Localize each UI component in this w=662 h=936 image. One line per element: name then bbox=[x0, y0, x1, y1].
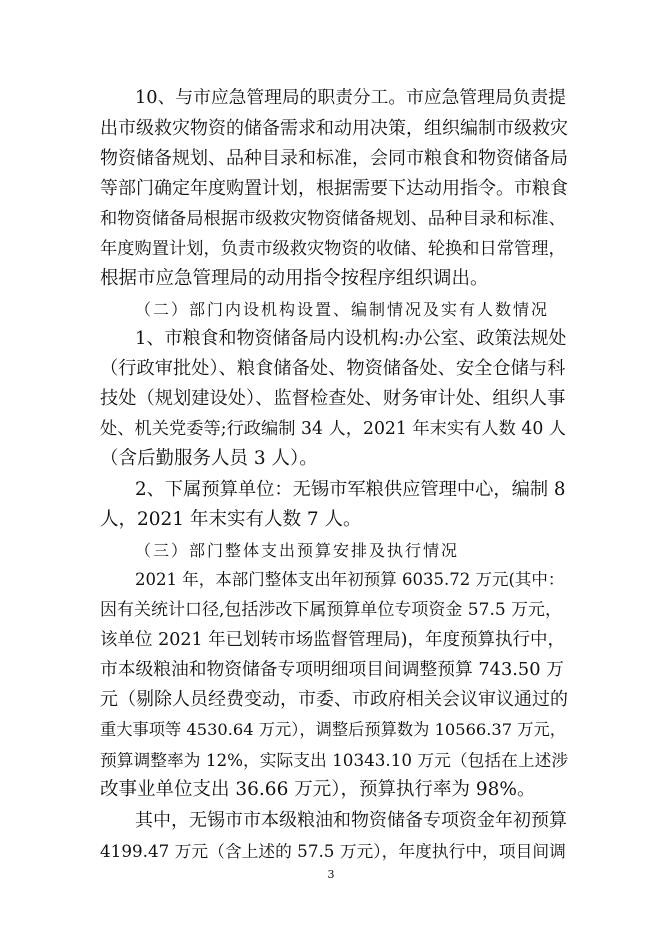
text-line: 根据市应急管理局的动用指令按程序组织调出。 bbox=[100, 268, 489, 289]
text-line: 物资储备规划、品种目录和标准，会同市粮食和物资储备局 bbox=[100, 148, 568, 169]
text-line: 出市级救灾物资的储备需求和动用决策，组织编制市级救灾 bbox=[100, 118, 568, 139]
text-line: 2、下属预算单位：无锡市军粮供应管理中心，编制 8 bbox=[135, 479, 566, 500]
text-line: 其中，无锡市市本级粮油和物资储备专项资金年初预算 bbox=[135, 810, 567, 831]
text-line: 改事业单位支出 36.66 万元），预算执行率为 98%。 bbox=[100, 779, 536, 800]
text-line: 技处（规划建设处）、监督检查处、财务审计处、组织人事 bbox=[100, 388, 566, 409]
text-line: 市本级粮油和物资储备专项明细项目间调整预算 743.50 万 bbox=[100, 660, 564, 680]
text-line: 1、市粮食和物资储备局内设机构:办公室、政策法规处 bbox=[135, 328, 567, 349]
text-line: 4199.47 万元（含上述的 57.5 万元），年度执行中，项目间调 bbox=[100, 841, 566, 861]
text-line: 处、机关党委等;行政编制 34 人，2021 年末实有人数 40 人 bbox=[100, 419, 567, 439]
page-number: 3 bbox=[327, 868, 335, 881]
text-line: 因有关统计口径,包括涉改下属预算单位专项资金 57.5 万元， bbox=[100, 600, 563, 620]
text-line: 预算调整率为 12%，实际支出 10343.10 万元（包括在上述涉 bbox=[100, 750, 569, 770]
text-line: 该单位 2021 年已划转市场监督管理局)，年度预算执行中， bbox=[100, 630, 565, 650]
text-line: 和物资储备局根据市级救灾物资储备规划、品种目录和标准、 bbox=[100, 209, 566, 229]
section-heading: （二）部门内设机构设置、编制情况及实有人数情况 bbox=[135, 300, 550, 319]
text-line: 重大事项等 4530.64 万元），调整后预算数为 10566.37 万元， bbox=[100, 720, 567, 739]
text-line: 人，2021 年末实有人数 7 人。 bbox=[100, 509, 362, 530]
text-line: （含后勤服务人员 3 人）。 bbox=[100, 448, 318, 469]
text-line: 10、与市应急管理局的职责分工。市应急管理局负责提 bbox=[135, 88, 566, 108]
text-line: 等部门确定年度购置计划，根据需要下达动用指令。市粮食 bbox=[100, 178, 568, 199]
text-line: 2021 年，本部门整体支出年初预算 6035.72 万元(其中： bbox=[135, 570, 565, 589]
text-line: （行政审批处）、粮食储备处、物资储备处、安全仓储与科 bbox=[100, 358, 566, 379]
section-heading: （三）部门整体支出预算安排及执行情况 bbox=[135, 541, 460, 560]
text-line: 年度购置计划，负责市级救灾物资的收储、轮换和日常管理， bbox=[100, 239, 566, 259]
text-line: 元（剔除人员经费变动，市委、市政府相关会议审议通过的 bbox=[100, 689, 568, 710]
